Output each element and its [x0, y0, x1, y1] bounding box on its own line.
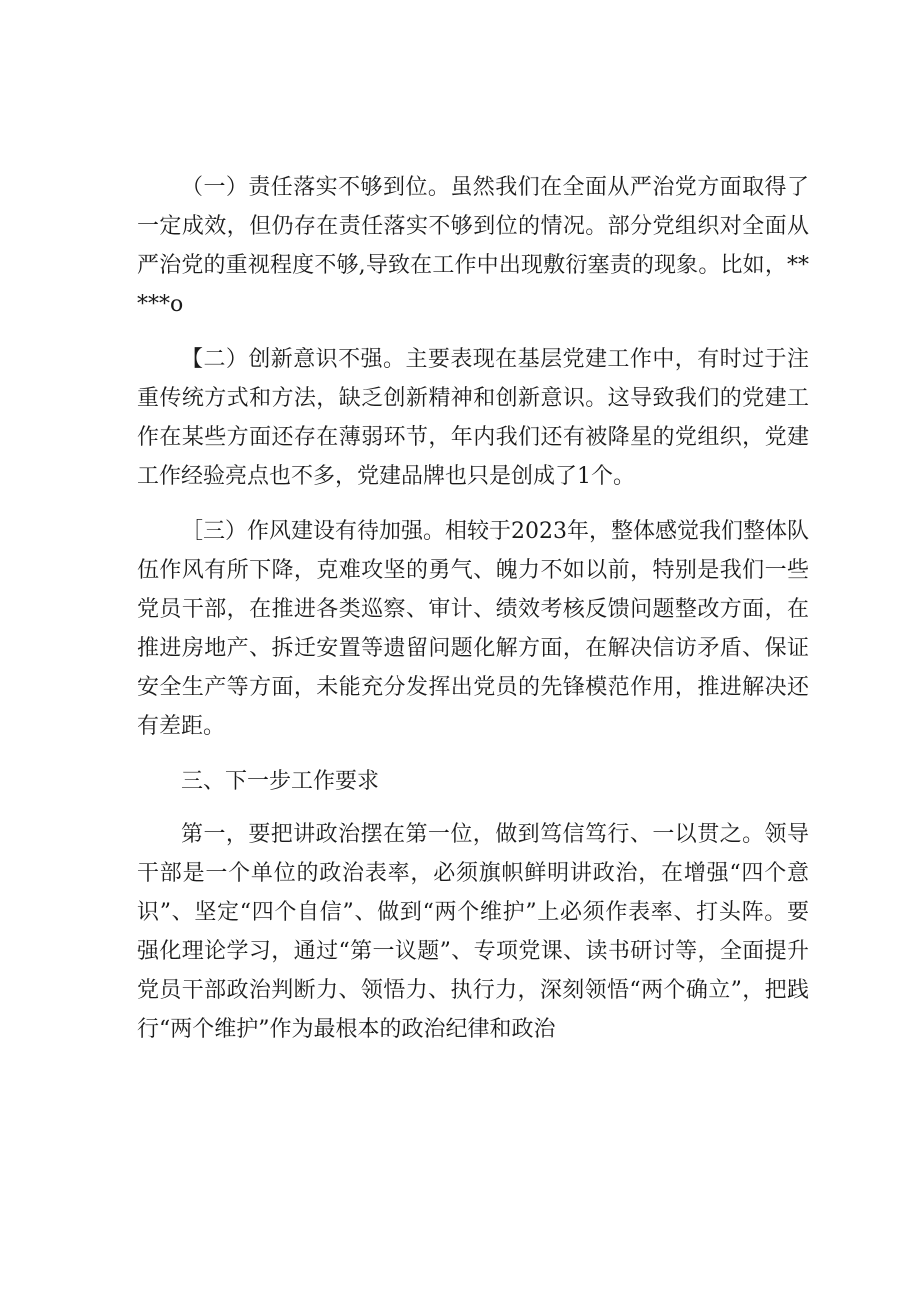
paragraph-work-style: ［三）作风建设有待加强。相较于2023年，整体感觉我们整体队伍作风有所下降，克难攻坚的勇气、魄力不如以前，特别是我们一些党员干部，在推进各类巡察、审计、绩效考核反馈问题整改方面，在推进房地产、拆迁安置等遗留问题化解方面，在解决信访矛盾、保证安全生产等方面，未能充分发挥出党员的先锋模范作用，推进解决还有差距。 — [137, 519, 809, 739]
paragraph-innovation: 【二）创新意识不强。主要表现在基层党建工作中，有时过于注重传统方式和方法，缺乏创新精神和创新意识。这导致我们的党建工作在某些方面还存在薄弱环节，年内我们还有被降星的党组织，党建工作经验亮点也不多，党建品牌也只是创成了1个。 — [137, 347, 809, 489]
paragraph-responsibility: （一）责任落实不够到位。虽然我们在全面从严治党方面取得了一定成效，但仍存在责任落实不够到位的情况。部分党组织对全面从严治党的重视程度不够,导致在工作中出现敷衍塞责的现象。比如，*****o — [137, 175, 809, 317]
document-body — [137, 168, 809, 1049]
section-heading-next-steps: 三、下一步工作要求 — [181, 769, 380, 794]
paragraph-politics-first: 第一，要把讲政治摆在第一位，做到笃信笃行、一以贯之。领导干部是一个单位的政治表率，必须旗帜鲜明讲政治，在增强“四个意识”、坚定“四个自信”、做到“两个维护”上必须作表率、打头阵。要强化理论学习，通过“第一议题”、专项党课、读书研讨等，全面提升党员干部政治判断力、领悟力、执行力，深刻领悟“两个确立”，把践行“两个维护”作为最根本的政治纪律和政治 — [137, 822, 809, 1042]
